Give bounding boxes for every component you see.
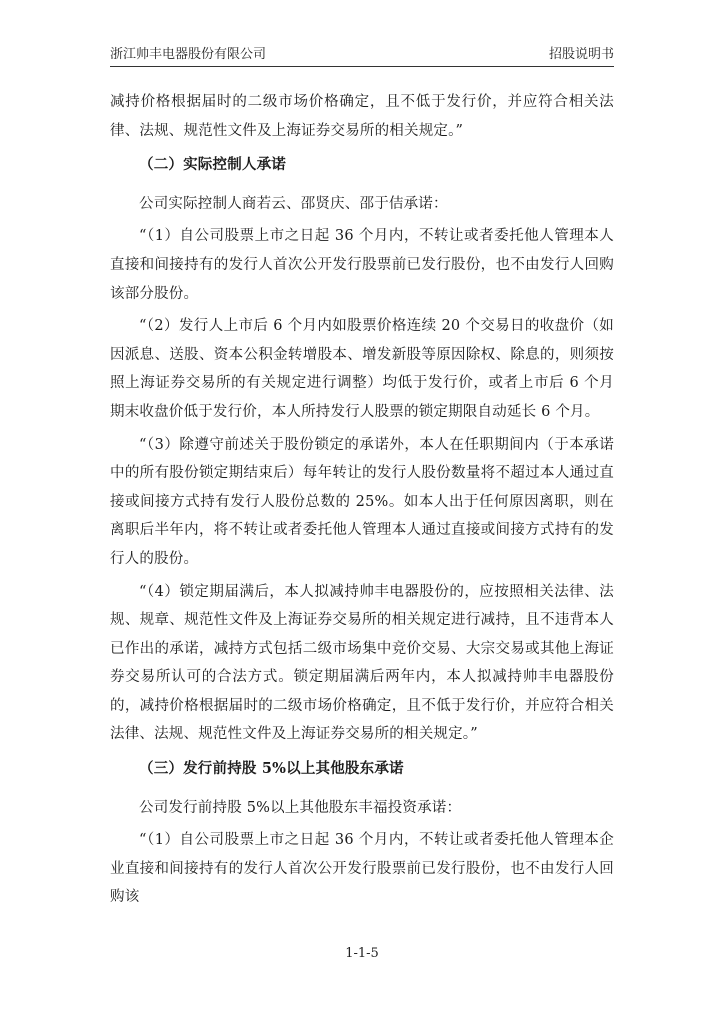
paragraph-commitment-3: “（3）除遵守前述关于股份锁定的承诺外，本人在任职期间内（于本承诺中的所有股份锁定期结束后）每年转让的发行人股份数量将不超过本人通过直接或间接方式持有发行人股份总数的 25%。如本人出于任何原因离职，则在离职后半年内，将不转让或者委托他人管理本人通过直接或间接方式持有的发行人的股份。 (110, 436, 614, 567)
header-divider (110, 66, 614, 67)
page-header (110, 44, 614, 66)
header-company-name: 浙江帅丰电器股份有限公司 (110, 47, 267, 62)
paragraph-commitment-4: “（4）锁定期届满后，本人拟减持帅丰电器股份的，应按照相关法律、法规、规章、规范性文件及上海证券交易所的相关规定进行减持，且不违背本人已作出的承诺，减持方式包括二级市场集中竞价交易、大宗交易或其他上海证券交易所认可的合法方式。锁定期届满后两年内，本人拟减持帅丰电器股份的，减持价格根据届时的二级市场价格确定，且不低于发行价，并应符合相关法律、法规、规范性文件及上海证券交易所的相关规定。” (110, 583, 614, 743)
paragraph-controller-intro: 公司实际控制人商若云、邵贤庆、邵于佶承诺： (139, 195, 448, 212)
paragraph-commitment-1: “（1）自公司股票上市之日起 36 个月内，不转让或者委托他人管理本人直接和间接持有的发行人首次公开发行股票前已发行股份，也不由发行人回购该部分股份。 (110, 228, 614, 302)
paragraph-continued: 减持价格根据届时的二级市场价格确定，且不低于发行价，并应符合相关法律、法规、规范性文件及上海证券交易所的相关规定。” (110, 94, 614, 139)
section-heading-controller: （二）实际控制人承诺 (139, 156, 286, 174)
document-body (110, 88, 614, 916)
paragraph-shareholder-intro: 公司发行前持股 5%以上其他股东丰福投资承诺： (139, 799, 462, 816)
paragraph-commitment-2: “（2）发行人上市后 6 个月内如股票价格连续 20 个交易日的收盘价（如因派息、送股、资本公积金转增股本、增发新股等原因除权、除息的，则须按照上海证券交易所的有关规定进行调整）均低于发行价，或者上市后 6 个月期末收盘价低于发行价，本人所持发行人股票的锁定期限自动延长 6 个月。 (110, 318, 614, 420)
section-heading-shareholders: （三）发行前持股 5%以上其他股东承诺 (139, 760, 404, 778)
paragraph-shareholder-commitment-1: “（1）自公司股票上市之日起 36 个月内，不转让或者委托他人管理本企业直接和间接持有的发行人首次公开发行股票前已发行股份，也不由发行人回购该 (110, 832, 614, 906)
page-number: 1-1-5 (345, 946, 379, 961)
header-document-type: 招股说明书 (548, 47, 614, 62)
